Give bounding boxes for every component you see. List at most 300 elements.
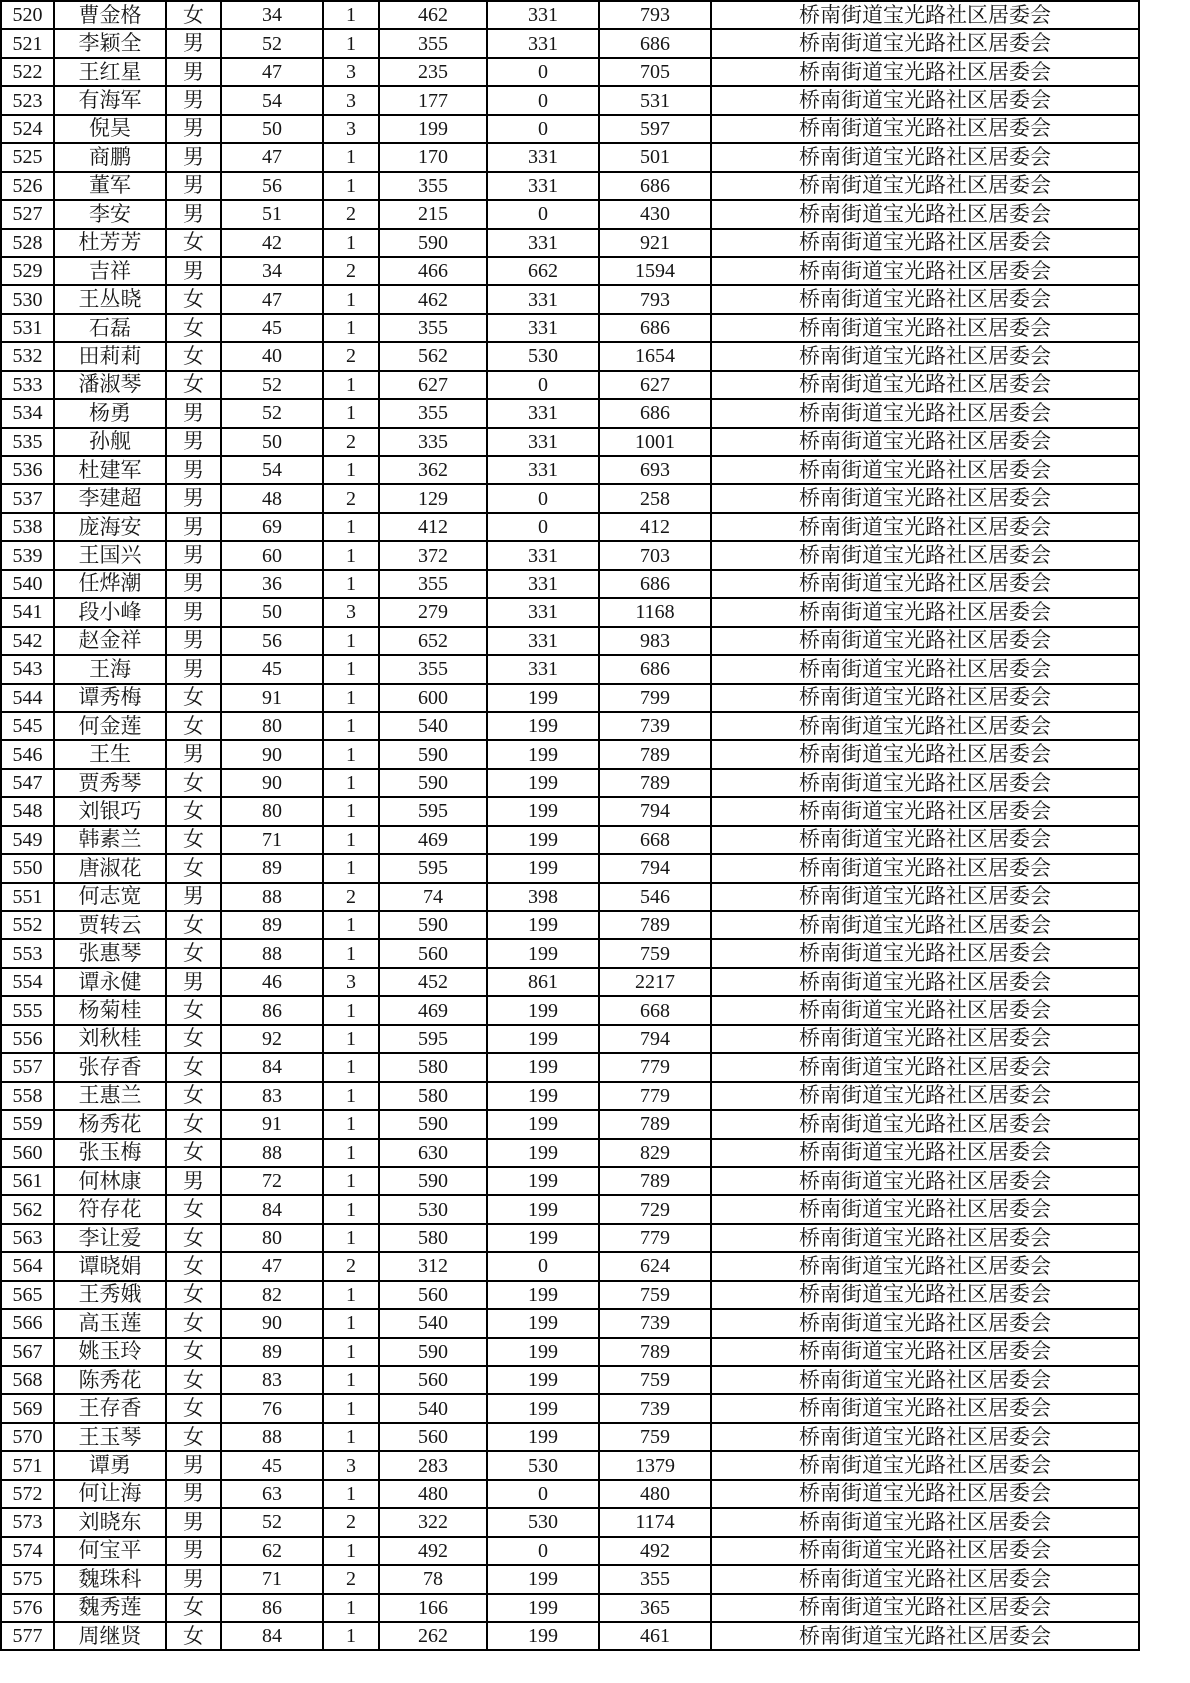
cell-count: 1 <box>323 541 379 569</box>
cell-amount-2: 331 <box>487 541 599 569</box>
cell-amount-1: 279 <box>379 598 487 626</box>
cell-count: 1 <box>323 570 379 598</box>
cell-gender: 男 <box>166 257 221 285</box>
cell-organization: 桥南街道宝光路社区居委会 <box>711 1139 1139 1167</box>
cell-organization: 桥南街道宝光路社区居委会 <box>711 769 1139 797</box>
cell-name: 何让海 <box>54 1480 166 1508</box>
cell-age: 91 <box>221 684 323 712</box>
cell-organization: 桥南街道宝光路社区居委会 <box>711 371 1139 399</box>
table-row <box>1 1139 1139 1167</box>
cell-name: 孙舰 <box>54 428 166 456</box>
cell-age: 47 <box>221 143 323 171</box>
cell-amount-total: 739 <box>599 1394 711 1422</box>
cell-amount-1: 469 <box>379 826 487 854</box>
cell-age: 72 <box>221 1167 323 1195</box>
cell-amount-total: 686 <box>599 29 711 57</box>
cell-amount-2: 199 <box>487 1195 599 1223</box>
cell-amount-1: 372 <box>379 541 487 569</box>
cell-amount-total: 789 <box>599 740 711 768</box>
cell-amount-total: 1379 <box>599 1451 711 1479</box>
cell-row-number: 564 <box>1 1252 54 1280</box>
cell-amount-total: 921 <box>599 229 711 257</box>
table-row <box>1 1224 1139 1252</box>
cell-row-number: 560 <box>1 1139 54 1167</box>
table-row <box>1 1 1139 29</box>
cell-age: 50 <box>221 428 323 456</box>
cell-age: 88 <box>221 1423 323 1451</box>
cell-gender: 女 <box>166 1594 221 1622</box>
table-row <box>1 1394 1139 1422</box>
table-row <box>1 541 1139 569</box>
cell-name: 王惠兰 <box>54 1082 166 1110</box>
cell-name: 潘淑琴 <box>54 371 166 399</box>
cell-name: 魏珠科 <box>54 1565 166 1593</box>
table-row <box>1 200 1139 228</box>
cell-organization: 桥南街道宝光路社区居委会 <box>711 285 1139 313</box>
cell-organization: 桥南街道宝光路社区居委会 <box>711 1366 1139 1394</box>
cell-row-number: 544 <box>1 684 54 712</box>
cell-row-number: 532 <box>1 342 54 370</box>
table-row <box>1 399 1139 427</box>
cell-organization: 桥南街道宝光路社区居委会 <box>711 428 1139 456</box>
table-row <box>1 513 1139 541</box>
cell-organization: 桥南街道宝光路社区居委会 <box>711 484 1139 512</box>
cell-amount-1: 466 <box>379 257 487 285</box>
cell-organization: 桥南街道宝光路社区居委会 <box>711 797 1139 825</box>
cell-amount-1: 469 <box>379 996 487 1024</box>
table-row <box>1 1537 1139 1565</box>
cell-organization: 桥南街道宝光路社区居委会 <box>711 740 1139 768</box>
cell-gender: 女 <box>166 684 221 712</box>
cell-amount-1: 595 <box>379 854 487 882</box>
table-row <box>1 797 1139 825</box>
cell-gender: 女 <box>166 1309 221 1337</box>
cell-amount-2: 530 <box>487 1451 599 1479</box>
cell-age: 45 <box>221 314 323 342</box>
cell-name: 张玉梅 <box>54 1139 166 1167</box>
cell-age: 71 <box>221 1565 323 1593</box>
cell-amount-2: 199 <box>487 1423 599 1451</box>
cell-amount-total: 1594 <box>599 257 711 285</box>
cell-organization: 桥南街道宝光路社区居委会 <box>711 143 1139 171</box>
cell-count: 2 <box>323 1508 379 1536</box>
cell-amount-2: 331 <box>487 428 599 456</box>
cell-amount-2: 199 <box>487 1082 599 1110</box>
cell-gender: 男 <box>166 428 221 456</box>
cell-amount-2: 199 <box>487 826 599 854</box>
cell-gender: 女 <box>166 1053 221 1081</box>
cell-count: 1 <box>323 143 379 171</box>
table-row <box>1 1622 1139 1650</box>
cell-count: 1 <box>323 1338 379 1366</box>
cell-amount-2: 199 <box>487 1366 599 1394</box>
cell-amount-1: 462 <box>379 1 487 29</box>
cell-amount-1: 492 <box>379 1537 487 1565</box>
cell-age: 90 <box>221 1309 323 1337</box>
cell-amount-total: 355 <box>599 1565 711 1593</box>
cell-age: 83 <box>221 1366 323 1394</box>
cell-name: 王红星 <box>54 58 166 86</box>
cell-amount-1: 355 <box>379 655 487 683</box>
cell-amount-total: 430 <box>599 200 711 228</box>
cell-amount-total: 983 <box>599 627 711 655</box>
cell-count: 1 <box>323 29 379 57</box>
cell-name: 吉祥 <box>54 257 166 285</box>
table-row <box>1 1451 1139 1479</box>
cell-row-number: 577 <box>1 1622 54 1650</box>
cell-amount-1: 166 <box>379 1594 487 1622</box>
table-row <box>1 1053 1139 1081</box>
cell-row-number: 570 <box>1 1423 54 1451</box>
cell-amount-total: 686 <box>599 570 711 598</box>
cell-amount-1: 540 <box>379 712 487 740</box>
cell-organization: 桥南街道宝光路社区居委会 <box>711 1195 1139 1223</box>
cell-amount-2: 331 <box>487 285 599 313</box>
cell-amount-total: 546 <box>599 883 711 911</box>
cell-row-number: 547 <box>1 769 54 797</box>
cell-row-number: 535 <box>1 428 54 456</box>
cell-amount-1: 560 <box>379 1281 487 1309</box>
table-row <box>1 1110 1139 1138</box>
cell-organization: 桥南街道宝光路社区居委会 <box>711 229 1139 257</box>
cell-amount-1: 355 <box>379 29 487 57</box>
cell-organization: 桥南街道宝光路社区居委会 <box>711 172 1139 200</box>
table-row <box>1 911 1139 939</box>
cell-amount-1: 630 <box>379 1139 487 1167</box>
cell-amount-1: 177 <box>379 86 487 114</box>
cell-name: 王秀娥 <box>54 1281 166 1309</box>
cell-age: 69 <box>221 513 323 541</box>
cell-age: 89 <box>221 854 323 882</box>
cell-organization: 桥南街道宝光路社区居委会 <box>711 1565 1139 1593</box>
cell-age: 40 <box>221 342 323 370</box>
cell-row-number: 541 <box>1 598 54 626</box>
cell-amount-2: 0 <box>487 513 599 541</box>
table-row <box>1 1480 1139 1508</box>
cell-organization: 桥南街道宝光路社区居委会 <box>711 1309 1139 1337</box>
cell-gender: 男 <box>166 1508 221 1536</box>
cell-amount-2: 331 <box>487 143 599 171</box>
cell-gender: 女 <box>166 285 221 313</box>
cell-name: 刘晓东 <box>54 1508 166 1536</box>
cell-amount-2: 662 <box>487 257 599 285</box>
cell-amount-2: 0 <box>487 1480 599 1508</box>
cell-amount-2: 199 <box>487 911 599 939</box>
cell-row-number: 533 <box>1 371 54 399</box>
cell-row-number: 520 <box>1 1 54 29</box>
cell-age: 92 <box>221 1025 323 1053</box>
cell-name: 田莉莉 <box>54 342 166 370</box>
cell-amount-total: 686 <box>599 399 711 427</box>
cell-amount-total: 739 <box>599 712 711 740</box>
cell-amount-total: 789 <box>599 1110 711 1138</box>
cell-amount-2: 199 <box>487 1025 599 1053</box>
cell-organization: 桥南街道宝光路社区居委会 <box>711 1025 1139 1053</box>
cell-row-number: 563 <box>1 1224 54 1252</box>
cell-age: 52 <box>221 399 323 427</box>
cell-amount-1: 540 <box>379 1309 487 1337</box>
cell-count: 1 <box>323 1480 379 1508</box>
cell-count: 1 <box>323 1224 379 1252</box>
cell-age: 47 <box>221 58 323 86</box>
table-row <box>1 655 1139 683</box>
cell-amount-total: 258 <box>599 484 711 512</box>
cell-count: 1 <box>323 826 379 854</box>
cell-gender: 男 <box>166 86 221 114</box>
cell-count: 1 <box>323 1025 379 1053</box>
cell-name: 何林康 <box>54 1167 166 1195</box>
cell-amount-total: 759 <box>599 1423 711 1451</box>
table-row <box>1 826 1139 854</box>
cell-gender: 女 <box>166 854 221 882</box>
cell-organization: 桥南街道宝光路社区居委会 <box>711 1338 1139 1366</box>
cell-amount-1: 355 <box>379 314 487 342</box>
cell-amount-total: 779 <box>599 1224 711 1252</box>
cell-row-number: 573 <box>1 1508 54 1536</box>
cell-age: 91 <box>221 1110 323 1138</box>
cell-gender: 女 <box>166 1025 221 1053</box>
cell-amount-total: 492 <box>599 1537 711 1565</box>
cell-row-number: 571 <box>1 1451 54 1479</box>
cell-amount-total: 779 <box>599 1053 711 1081</box>
cell-amount-2: 199 <box>487 1338 599 1366</box>
cell-name: 王生 <box>54 740 166 768</box>
cell-row-number: 557 <box>1 1053 54 1081</box>
cell-gender: 女 <box>166 1139 221 1167</box>
table-row <box>1 314 1139 342</box>
cell-gender: 女 <box>166 1281 221 1309</box>
cell-age: 34 <box>221 257 323 285</box>
cell-age: 84 <box>221 1622 323 1650</box>
table-row <box>1 939 1139 967</box>
cell-amount-2: 199 <box>487 1281 599 1309</box>
cell-gender: 女 <box>166 1622 221 1650</box>
cell-row-number: 538 <box>1 513 54 541</box>
cell-amount-2: 398 <box>487 883 599 911</box>
cell-gender: 女 <box>166 1394 221 1422</box>
cell-name: 王丛晓 <box>54 285 166 313</box>
cell-amount-1: 590 <box>379 1338 487 1366</box>
cell-name: 杜芳芳 <box>54 229 166 257</box>
cell-count: 1 <box>323 1 379 29</box>
cell-age: 89 <box>221 911 323 939</box>
cell-organization: 桥南街道宝光路社区居委会 <box>711 627 1139 655</box>
cell-organization: 桥南街道宝光路社区居委会 <box>711 1622 1139 1650</box>
cell-row-number: 552 <box>1 911 54 939</box>
cell-name: 赵金祥 <box>54 627 166 655</box>
cell-amount-total: 461 <box>599 1622 711 1650</box>
cell-row-number: 542 <box>1 627 54 655</box>
cell-age: 80 <box>221 1224 323 1252</box>
cell-amount-1: 560 <box>379 1423 487 1451</box>
table-row <box>1 29 1139 57</box>
cell-amount-2: 199 <box>487 1565 599 1593</box>
cell-organization: 桥南街道宝光路社区居委会 <box>711 1423 1139 1451</box>
cell-amount-2: 199 <box>487 996 599 1024</box>
cell-amount-2: 331 <box>487 314 599 342</box>
cell-amount-total: 2217 <box>599 968 711 996</box>
cell-amount-total: 1001 <box>599 428 711 456</box>
cell-count: 2 <box>323 257 379 285</box>
cell-gender: 男 <box>166 456 221 484</box>
cell-organization: 桥南街道宝光路社区居委会 <box>711 854 1139 882</box>
cell-amount-2: 0 <box>487 115 599 143</box>
cell-amount-total: 759 <box>599 939 711 967</box>
cell-gender: 女 <box>166 1082 221 1110</box>
cell-name: 倪昊 <box>54 115 166 143</box>
cell-count: 1 <box>323 1167 379 1195</box>
cell-gender: 男 <box>166 484 221 512</box>
cell-gender: 男 <box>166 399 221 427</box>
cell-amount-2: 0 <box>487 1252 599 1280</box>
cell-amount-total: 729 <box>599 1195 711 1223</box>
table-row <box>1 58 1139 86</box>
cell-organization: 桥南街道宝光路社区居委会 <box>711 1394 1139 1422</box>
table-row <box>1 684 1139 712</box>
cell-organization: 桥南街道宝光路社区居委会 <box>711 29 1139 57</box>
cell-amount-1: 595 <box>379 1025 487 1053</box>
cell-organization: 桥南街道宝光路社区居委会 <box>711 996 1139 1024</box>
cell-name: 符存花 <box>54 1195 166 1223</box>
cell-amount-2: 199 <box>487 1309 599 1337</box>
cell-amount-total: 789 <box>599 911 711 939</box>
cell-count: 1 <box>323 911 379 939</box>
cell-row-number: 524 <box>1 115 54 143</box>
cell-amount-2: 199 <box>487 712 599 740</box>
cell-name: 魏秀莲 <box>54 1594 166 1622</box>
cell-gender: 女 <box>166 1252 221 1280</box>
cell-age: 46 <box>221 968 323 996</box>
cell-count: 2 <box>323 200 379 228</box>
cell-gender: 女 <box>166 314 221 342</box>
cell-name: 何志宽 <box>54 883 166 911</box>
cell-gender: 女 <box>166 996 221 1024</box>
cell-amount-total: 794 <box>599 797 711 825</box>
table-row <box>1 1082 1139 1110</box>
cell-row-number: 537 <box>1 484 54 512</box>
cell-name: 高玉莲 <box>54 1309 166 1337</box>
cell-organization: 桥南街道宝光路社区居委会 <box>711 598 1139 626</box>
cell-amount-1: 627 <box>379 371 487 399</box>
cell-gender: 男 <box>166 172 221 200</box>
cell-amount-2: 530 <box>487 342 599 370</box>
cell-count: 1 <box>323 627 379 655</box>
cell-name: 王玉琴 <box>54 1423 166 1451</box>
table-row <box>1 1366 1139 1394</box>
cell-age: 51 <box>221 200 323 228</box>
table-row <box>1 1252 1139 1280</box>
cell-amount-1: 560 <box>379 939 487 967</box>
cell-gender: 男 <box>166 627 221 655</box>
cell-amount-total: 759 <box>599 1281 711 1309</box>
cell-row-number: 546 <box>1 740 54 768</box>
table-row <box>1 769 1139 797</box>
cell-amount-1: 312 <box>379 1252 487 1280</box>
cell-amount-2: 199 <box>487 1053 599 1081</box>
cell-gender: 男 <box>166 200 221 228</box>
cell-row-number: 528 <box>1 229 54 257</box>
cell-age: 47 <box>221 285 323 313</box>
cell-count: 1 <box>323 655 379 683</box>
cell-amount-2: 199 <box>487 1139 599 1167</box>
cell-gender: 女 <box>166 1423 221 1451</box>
cell-organization: 桥南街道宝光路社区居委会 <box>711 200 1139 228</box>
cell-organization: 桥南街道宝光路社区居委会 <box>711 1480 1139 1508</box>
cell-row-number: 536 <box>1 456 54 484</box>
cell-age: 90 <box>221 740 323 768</box>
cell-name: 陈秀花 <box>54 1366 166 1394</box>
cell-age: 90 <box>221 769 323 797</box>
cell-amount-2: 199 <box>487 1110 599 1138</box>
cell-row-number: 574 <box>1 1537 54 1565</box>
cell-age: 80 <box>221 797 323 825</box>
cell-count: 1 <box>323 1195 379 1223</box>
cell-count: 1 <box>323 1281 379 1309</box>
table-row <box>1 968 1139 996</box>
cell-age: 52 <box>221 29 323 57</box>
cell-amount-2: 331 <box>487 172 599 200</box>
cell-gender: 男 <box>166 513 221 541</box>
cell-gender: 男 <box>166 1537 221 1565</box>
cell-organization: 桥南街道宝光路社区居委会 <box>711 655 1139 683</box>
cell-row-number: 566 <box>1 1309 54 1337</box>
cell-amount-2: 331 <box>487 456 599 484</box>
cell-gender: 男 <box>166 598 221 626</box>
cell-name: 贾秀琴 <box>54 769 166 797</box>
cell-amount-1: 590 <box>379 769 487 797</box>
cell-amount-1: 78 <box>379 1565 487 1593</box>
cell-gender: 女 <box>166 939 221 967</box>
cell-amount-2: 0 <box>487 484 599 512</box>
cell-gender: 女 <box>166 797 221 825</box>
cell-name: 段小峰 <box>54 598 166 626</box>
cell-amount-total: 793 <box>599 1 711 29</box>
cell-row-number: 522 <box>1 58 54 86</box>
cell-count: 3 <box>323 598 379 626</box>
cell-row-number: 565 <box>1 1281 54 1309</box>
cell-count: 1 <box>323 314 379 342</box>
cell-row-number: 534 <box>1 399 54 427</box>
cell-organization: 桥南街道宝光路社区居委会 <box>711 58 1139 86</box>
cell-row-number: 543 <box>1 655 54 683</box>
cell-organization: 桥南街道宝光路社区居委会 <box>711 570 1139 598</box>
cell-age: 88 <box>221 883 323 911</box>
cell-age: 60 <box>221 541 323 569</box>
cell-organization: 桥南街道宝光路社区居委会 <box>711 1053 1139 1081</box>
cell-row-number: 551 <box>1 883 54 911</box>
cell-amount-total: 779 <box>599 1082 711 1110</box>
cell-count: 1 <box>323 939 379 967</box>
cell-name: 任烨潮 <box>54 570 166 598</box>
cell-name: 曹金格 <box>54 1 166 29</box>
cell-gender: 女 <box>166 1110 221 1138</box>
cell-count: 2 <box>323 484 379 512</box>
cell-amount-total: 789 <box>599 769 711 797</box>
table-row <box>1 1508 1139 1536</box>
cell-name: 董军 <box>54 172 166 200</box>
cell-gender: 男 <box>166 655 221 683</box>
cell-name: 唐淑花 <box>54 854 166 882</box>
cell-amount-total: 794 <box>599 1025 711 1053</box>
cell-amount-2: 199 <box>487 1394 599 1422</box>
cell-amount-1: 590 <box>379 740 487 768</box>
cell-organization: 桥南街道宝光路社区居委会 <box>711 1167 1139 1195</box>
cell-age: 83 <box>221 1082 323 1110</box>
cell-age: 52 <box>221 1508 323 1536</box>
cell-amount-1: 580 <box>379 1224 487 1252</box>
cell-amount-total: 1654 <box>599 342 711 370</box>
cell-organization: 桥南街道宝光路社区居委会 <box>711 314 1139 342</box>
